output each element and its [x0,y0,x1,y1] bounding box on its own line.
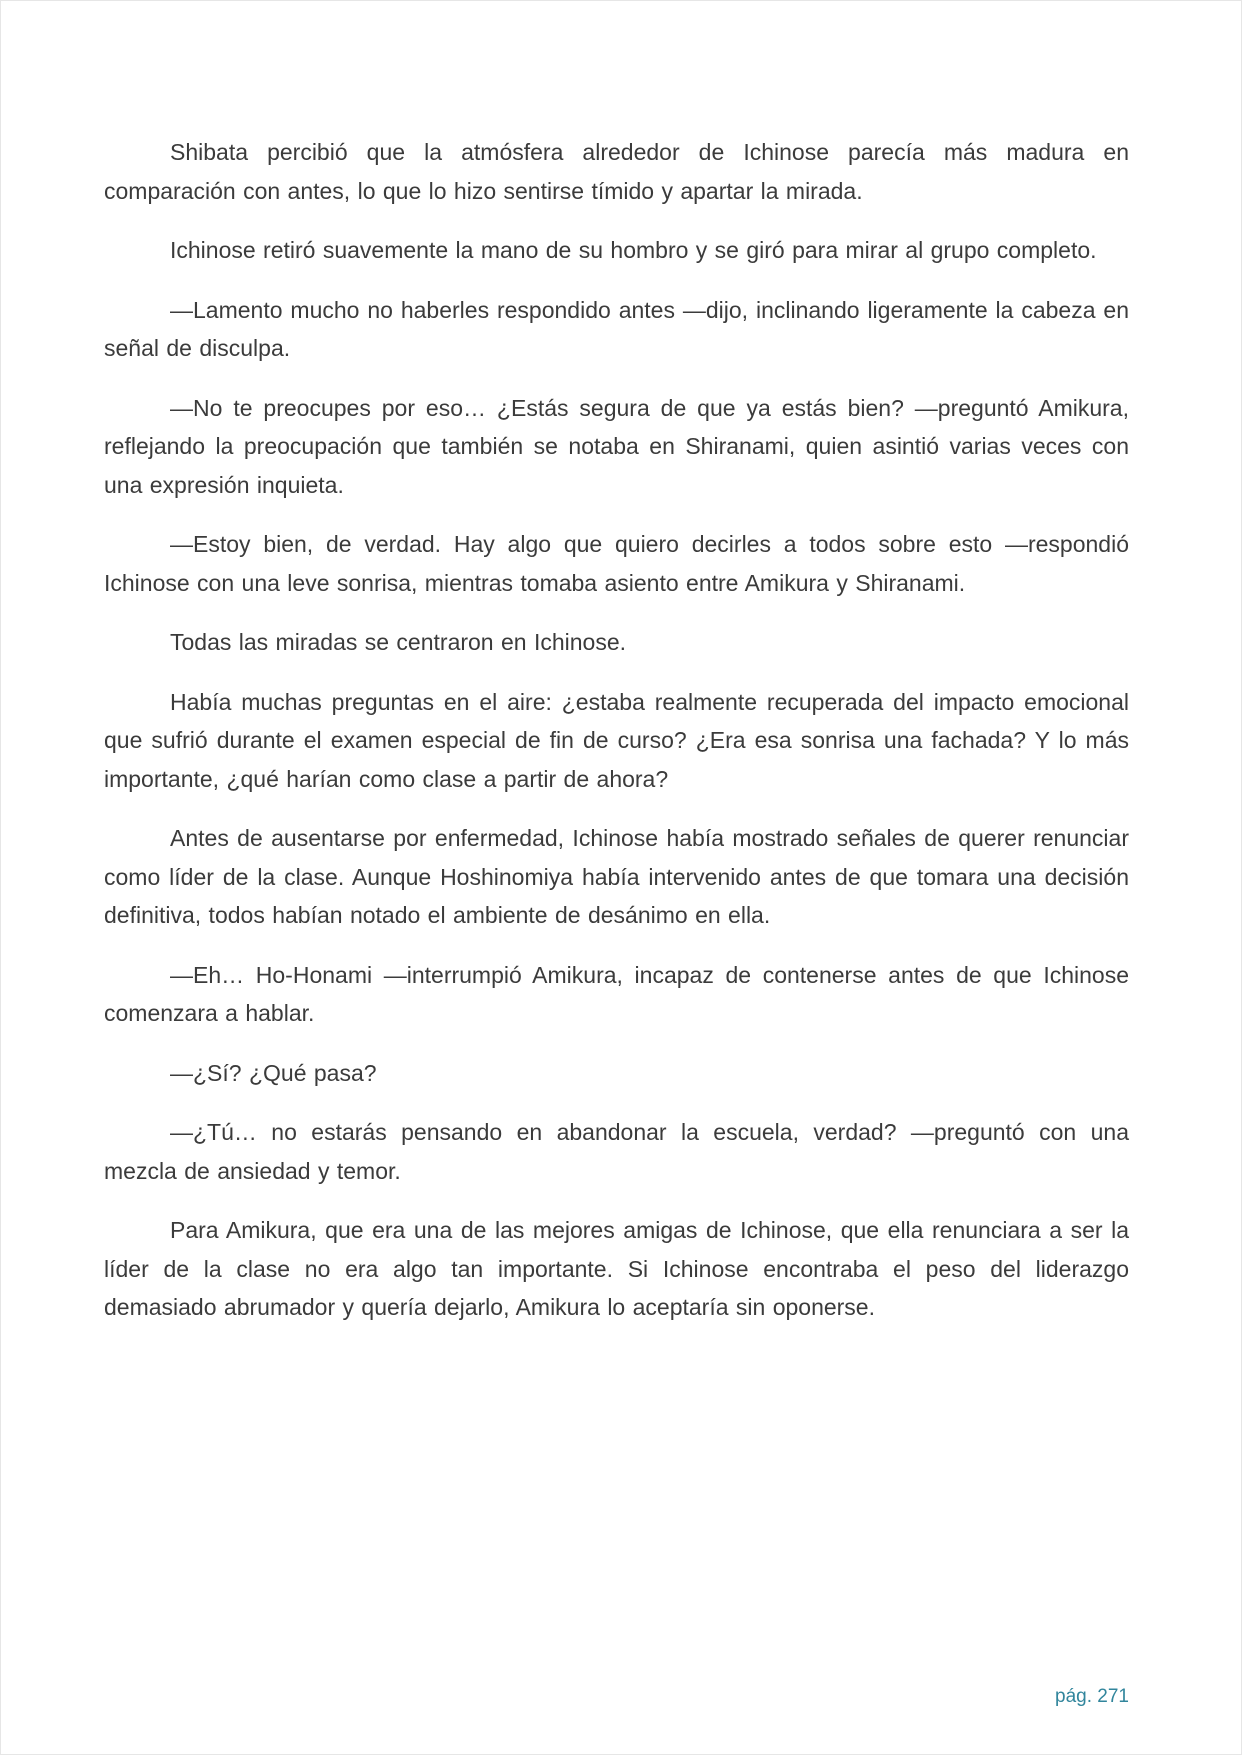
page-number: pág. 271 [1055,1686,1129,1707]
text-paragraph: Ichinose retiró suavemente la mano de su hombro y se giró para mirar al grupo completo. [170,237,1097,263]
text-paragraph: —¿Sí? ¿Qué pasa? [170,1059,377,1086]
text-paragraph: —Eh… Ho-Honami —interrumpió Amikura, incapaz de contenerse antes de que Ichinose comenzara a hablar. [104,961,1129,1026]
text-paragraph: —Estoy bien, de verdad. Hay algo que quiero decirles a todos sobre esto —respondió Ichinose con una leve sonrisa, mientras tomaba asiento entre Amikura y Shiranami. [104,531,1129,596]
text-paragraph: —¿Tú… no estarás pensando en abandonar la escuela, verdad? —preguntó con una mezcla de ansiedad y temor. [104,1119,1129,1184]
text-paragraph: Shibata percibió que la atmósfera alrededor de Ichinose parecía más madura en comparación con antes, lo que lo hizo sentirse tímido y apartar la mirada. [104,139,1129,204]
text-paragraph: —No te preocupes por eso… ¿Estás segura de que ya estás bien? —preguntó Amikura, reflejando la preocupación que también se notaba en Shiranami, quien asintió varias veces con una expresión inquieta. [104,394,1129,498]
text-body [104,133,1129,1348]
text-paragraph: Para Amikura, que era una de las mejores amigas de Ichinose, que ella renunciara a ser la líder de la clase no era algo tan importante. Si Ichinose encontraba el peso del liderazgo demasiado abrumador y quería dejarlo, Amikura lo aceptaría sin oponerse. [104,1217,1129,1320]
text-paragraph: Antes de ausentarse por enfermedad, Ichinose había mostrado señales de querer renunciar como líder de la clase. Aunque Hoshinomiya había intervenido antes de que tomara una decisión definitiva, todos habían notado el ambiente de desánimo en ella. [104,825,1129,928]
text-paragraph: —Lamento mucho no haberles respondido antes —dijo, inclinando ligeramente la cabeza en señal de disculpa. [104,296,1129,361]
text-paragraph: Había muchas preguntas en el aire: ¿estaba realmente recuperada del impacto emocional que sufrió durante el examen especial de fin de curso? ¿Era esa sonrisa una fachada? Y lo más importante, ¿qué harían como clase a partir de ahora? [104,688,1129,792]
text-paragraph: Todas las miradas se centraron en Ichinose. [170,629,627,655]
